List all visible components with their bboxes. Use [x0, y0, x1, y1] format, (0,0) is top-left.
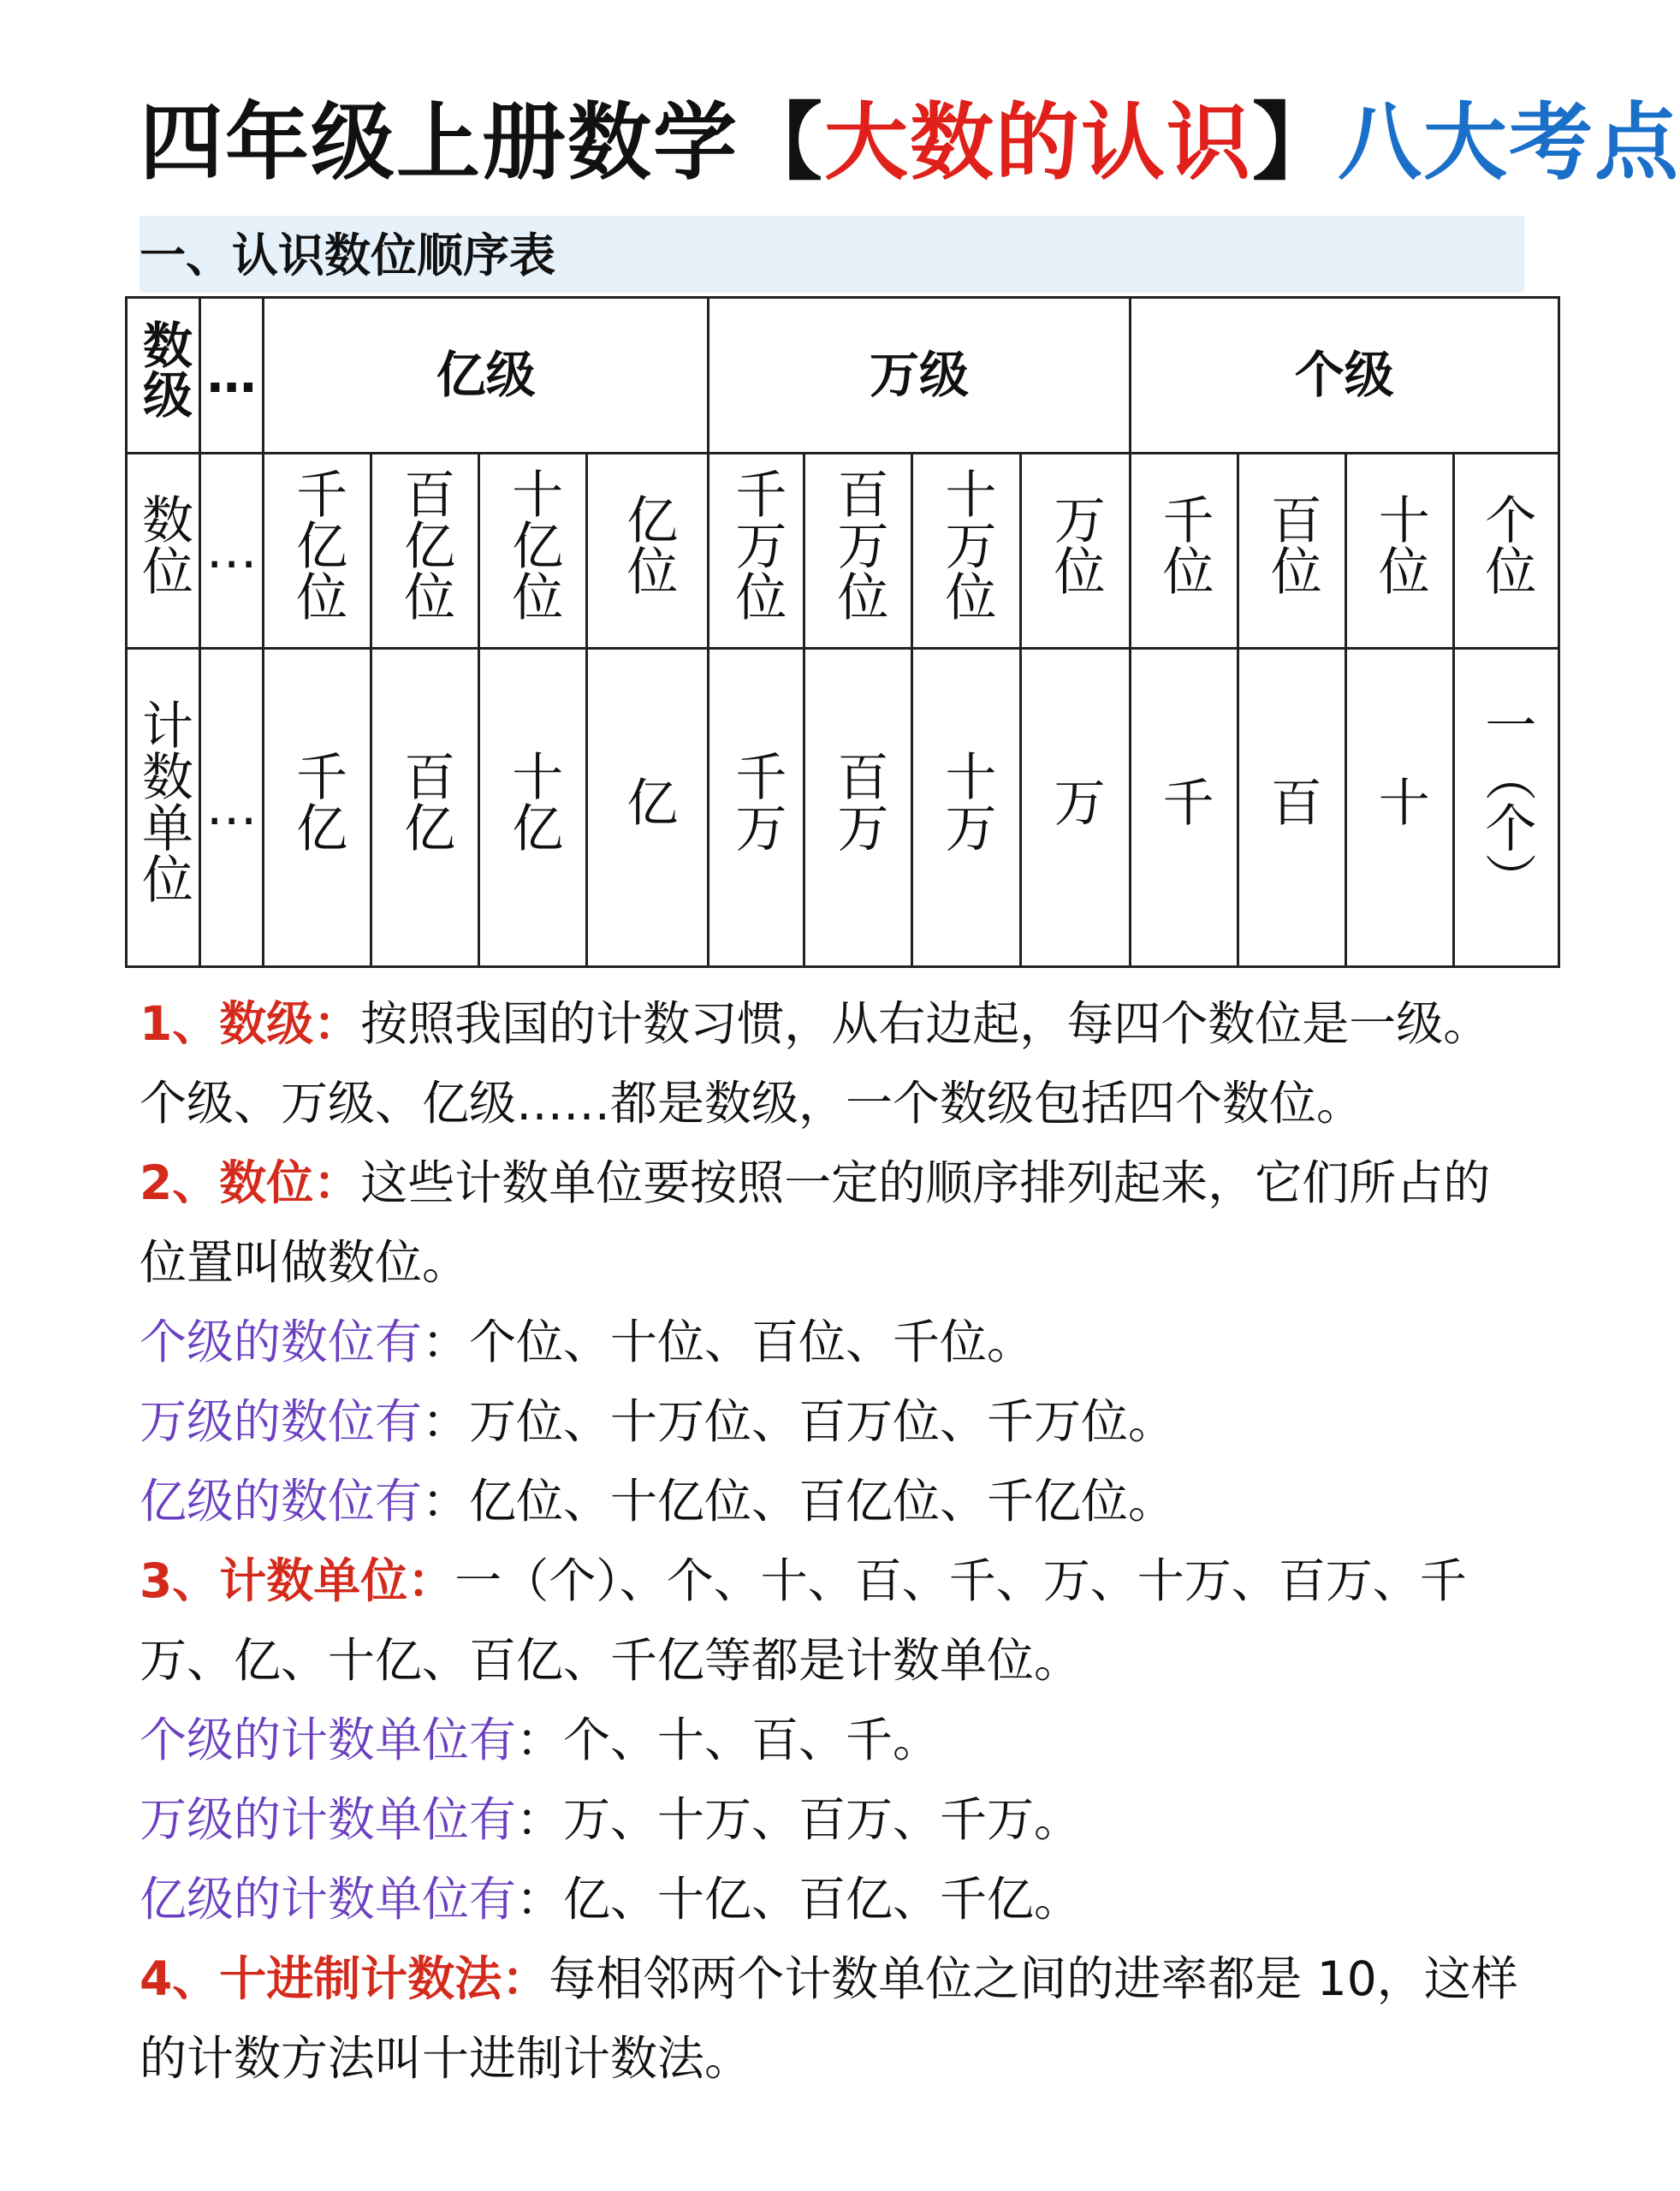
level-cell-ge: 个级	[1130, 298, 1558, 454]
unit-cell: 万	[1020, 649, 1130, 967]
sub-text: ：个、十、百、千。	[516, 1713, 941, 1767]
sub-label: 个级的数位有	[140, 1315, 423, 1369]
sub-label: 亿级的数位有	[140, 1474, 423, 1529]
point-2	[140, 1143, 1535, 1303]
place-cell: 十亿位	[479, 454, 587, 649]
point-2-text: 这些计数单位要按照一定的顺序排列起来，它们所占的位置叫做数位。	[140, 1155, 1491, 1290]
place-cell: 百万位	[804, 454, 912, 649]
unit-cell: 千	[1130, 649, 1238, 967]
point-4-text: 每相邻两个计数单位之间的进率都是 10，这样的计数方法叫十进制计数法。	[140, 1951, 1518, 2086]
ellipsis-cell: …	[200, 649, 264, 967]
row-label-place: 数位	[127, 454, 200, 649]
point-3-label: 3、计数单位：	[140, 1553, 455, 1608]
unit-cell: 亿	[587, 649, 709, 967]
point-4	[140, 1939, 1535, 2099]
title-suffix: 八大考点	[1338, 94, 1680, 192]
page-title	[140, 94, 1680, 192]
unit-cell: 一（个）	[1453, 649, 1558, 967]
place-cell: 百亿位	[371, 454, 479, 649]
point-3-text: 一（个）、个、十、百、千、万、十万、百万、千万、亿、十亿、百亿、千亿等都是计数单位。	[140, 1553, 1467, 1688]
sub-label: 万级的数位有	[140, 1394, 423, 1449]
key-points	[140, 984, 1535, 2099]
row-label-level: 数级	[127, 298, 200, 454]
unit-cell: 百万	[804, 649, 912, 967]
sub-text: ：个位、十位、百位、千位。	[422, 1315, 1035, 1369]
place-cell: 千位	[1130, 454, 1238, 649]
point-2-sub	[140, 1462, 1535, 1541]
place-cell: 百位	[1238, 454, 1345, 649]
place-cell: 十位	[1345, 454, 1453, 649]
sub-text: ：万、十万、百万、千万。	[516, 1792, 1082, 1847]
unit-cell: 十亿	[479, 649, 587, 967]
level-row	[127, 298, 1559, 454]
point-4-label: 4、十进制计数法：	[140, 1951, 549, 2006]
sub-label: 万级的计数单位有	[140, 1792, 517, 1847]
row-label-unit: 计数单位	[127, 649, 200, 967]
unit-cell: 十	[1345, 649, 1453, 967]
point-3	[140, 1541, 1535, 1701]
place-cell: 万位	[1020, 454, 1130, 649]
ellipsis-cell: …	[200, 298, 264, 454]
point-3-sub	[140, 1860, 1535, 1939]
point-1	[140, 984, 1535, 1143]
ellipsis-cell: …	[200, 454, 264, 649]
unit-cell: 百	[1238, 649, 1345, 967]
sub-text: ：万位、十万位、百万位、千万位。	[422, 1394, 1176, 1449]
place-cell: 个位	[1453, 454, 1558, 649]
section-heading: 一、认识数位顺序表	[140, 229, 555, 282]
sub-label: 个级的计数单位有	[140, 1713, 517, 1767]
point-2-sub	[140, 1382, 1535, 1462]
point-1-text: 按照我国的计数习惯，从右边起，每四个数位是一级。个级、万级、亿级……都是数级，一个数级包括四个数位。	[140, 996, 1491, 1131]
point-2-label: 2、数位：	[140, 1155, 361, 1210]
sub-text: ：亿位、十亿位、百亿位、千亿位。	[422, 1474, 1176, 1529]
place-value-table	[125, 296, 1560, 968]
unit-row	[127, 649, 1559, 967]
place-cell: 千亿位	[264, 454, 371, 649]
unit-cell: 百亿	[371, 649, 479, 967]
unit-cell: 千亿	[264, 649, 371, 967]
point-3-sub	[140, 1701, 1535, 1780]
point-2-sub	[140, 1303, 1535, 1382]
place-cell: 千万位	[709, 454, 804, 649]
place-row	[127, 454, 1559, 649]
sub-text: ：亿、十亿、百亿、千亿。	[516, 1872, 1082, 1927]
place-cell: 亿位	[587, 454, 709, 649]
title-prefix: 四年级上册数学【	[140, 94, 825, 192]
point-1-label: 1、数级：	[140, 996, 361, 1051]
title-bracket: 】	[1252, 94, 1339, 192]
unit-cell: 十万	[912, 649, 1020, 967]
point-3-sub	[140, 1780, 1535, 1860]
sub-label: 亿级的计数单位有	[140, 1872, 517, 1927]
place-cell: 十万位	[912, 454, 1020, 649]
unit-cell: 千万	[709, 649, 804, 967]
level-cell-wan: 万级	[709, 298, 1130, 454]
level-cell-yi: 亿级	[264, 298, 709, 454]
title-topic: 大数的认识	[824, 94, 1253, 192]
